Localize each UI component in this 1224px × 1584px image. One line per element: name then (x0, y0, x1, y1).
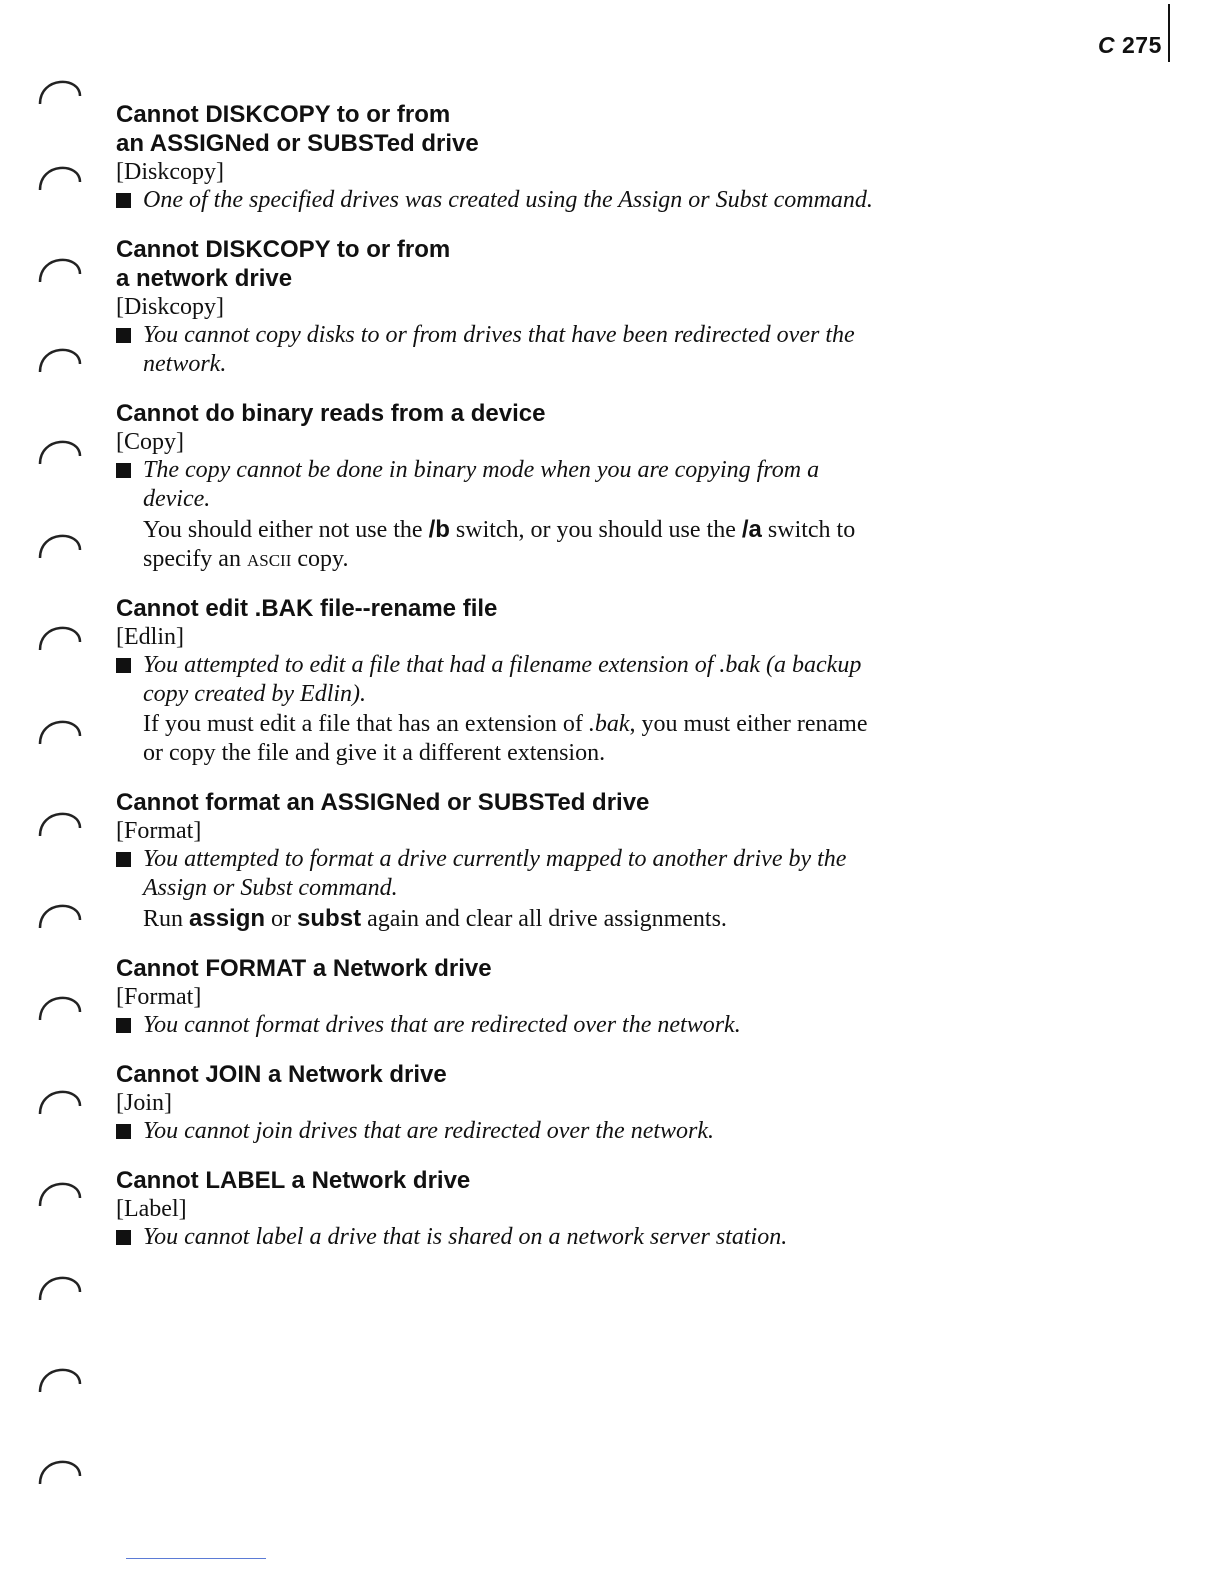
error-title: Cannot JOIN a Network drive (116, 1061, 447, 1088)
error-entry (116, 954, 876, 1040)
error-title: Cannot LABEL a Network drive (116, 1167, 471, 1194)
error-entry (116, 594, 876, 768)
error-explanation: You attempted to edit a file that had a filename extension of .bak (a backup copy created by Edlin). (143, 652, 862, 707)
error-title: Cannot edit .BAK file--rename file (116, 595, 498, 622)
error-explanation: You cannot join drives that are redirected over the network. (143, 1118, 715, 1144)
binder-hole-icon (34, 432, 86, 466)
square-bullet-icon (116, 1018, 131, 1033)
command-name: [Format] (116, 984, 202, 1010)
binder-hole-icon (34, 804, 86, 838)
error-entry (116, 100, 876, 215)
binder-hole-icon (34, 1360, 86, 1394)
command-name: [Copy] (116, 429, 184, 455)
command-name: [Diskcopy] (116, 159, 224, 185)
page-number-prefix: C (1098, 32, 1116, 58)
error-title: Cannot format an ASSIGNed or SUBSTed drive (116, 789, 650, 816)
explanation-row (116, 1011, 876, 1040)
error-entry (116, 1166, 876, 1252)
command-name: [Label] (116, 1196, 187, 1222)
error-explanation: You cannot copy disks to or from drives that have been redirected over the network. (143, 322, 855, 377)
remedy-text: Run (143, 906, 190, 932)
error-message-list (116, 100, 876, 1272)
binder-hole-icon (34, 72, 86, 106)
bottom-rule (126, 1558, 266, 1559)
page-edge-rule (1168, 4, 1170, 62)
binder-hole-icon (34, 158, 86, 192)
binder-hole-icon (34, 250, 86, 284)
binder-hole-icon (34, 1082, 86, 1116)
page-number (1098, 32, 1162, 59)
square-bullet-icon (116, 463, 131, 478)
binder-hole-icon (34, 340, 86, 374)
error-title: Cannot DISKCOPY to or from an ASSIGNed or SUBSTed drive (116, 101, 479, 157)
binder-hole-icon (34, 1452, 86, 1486)
remedy-text: If you must edit a file that has an extension of (143, 711, 589, 737)
remedy-text: , you must either rename or copy the file and give it a different extension. (143, 711, 868, 766)
square-bullet-icon (116, 852, 131, 867)
remedy-text: switch, or you should use the (449, 517, 742, 543)
square-bullet-icon (116, 1124, 131, 1139)
binder-hole-icon (34, 988, 86, 1022)
error-remedy (143, 515, 876, 574)
error-explanation: You attempted to format a drive currently mapped to another drive by the Assign or Subst command. (143, 846, 847, 901)
explanation-row (116, 456, 876, 514)
binder-hole-icon (34, 1174, 86, 1208)
binder-hole-icon (34, 712, 86, 746)
square-bullet-icon (116, 658, 131, 673)
square-bullet-icon (116, 328, 131, 343)
explanation-row (116, 1223, 876, 1252)
error-explanation: The copy cannot be done in binary mode when you are copying from a device. (143, 457, 820, 512)
remedy-text: You should either not use the (143, 517, 429, 543)
explanation-row (116, 186, 876, 215)
binder-hole-icon (34, 526, 86, 560)
switch-a: /a (741, 516, 762, 543)
binder-holes (34, 0, 94, 1584)
remedy-text: again and clear all drive assignments. (361, 906, 727, 932)
ascii-term: ascii (246, 546, 292, 572)
binder-hole-icon (34, 896, 86, 930)
error-title: Cannot do binary reads from a device (116, 400, 546, 427)
explanation-row (116, 321, 876, 379)
command-name: [Join] (116, 1090, 172, 1116)
bak-extension: .bak (588, 711, 630, 737)
error-explanation: You cannot label a drive that is shared on a network server station. (143, 1224, 788, 1250)
command-name: [Diskcopy] (116, 294, 224, 320)
switch-b: /b (428, 516, 450, 543)
error-entry (116, 1060, 876, 1146)
error-remedy (143, 904, 876, 934)
remedy-text: switch to specify an (143, 517, 856, 572)
page-number-value: 275 (1122, 32, 1162, 58)
binder-hole-icon (34, 618, 86, 652)
square-bullet-icon (116, 193, 131, 208)
error-title: Cannot DISKCOPY to or from a network drive (116, 236, 451, 292)
command-name: [Edlin] (116, 624, 184, 650)
error-entry (116, 788, 876, 934)
error-remedy (143, 710, 876, 768)
command-name: [Format] (116, 818, 202, 844)
error-explanation: You cannot format drives that are redirected over the network. (143, 1012, 741, 1038)
error-entry (116, 399, 876, 574)
binder-hole-icon (34, 1268, 86, 1302)
explanation-row (116, 845, 876, 903)
error-explanation: One of the specified drives was created using the Assign or Subst command. (143, 187, 873, 213)
square-bullet-icon (116, 1230, 131, 1245)
error-title: Cannot FORMAT a Network drive (116, 955, 492, 982)
error-entry (116, 235, 876, 379)
assign-command: assign (189, 905, 266, 932)
subst-command: subst (297, 905, 362, 932)
remedy-text: copy. (291, 546, 349, 572)
explanation-row (116, 1117, 876, 1146)
explanation-row (116, 651, 876, 709)
remedy-text: or (265, 906, 298, 932)
